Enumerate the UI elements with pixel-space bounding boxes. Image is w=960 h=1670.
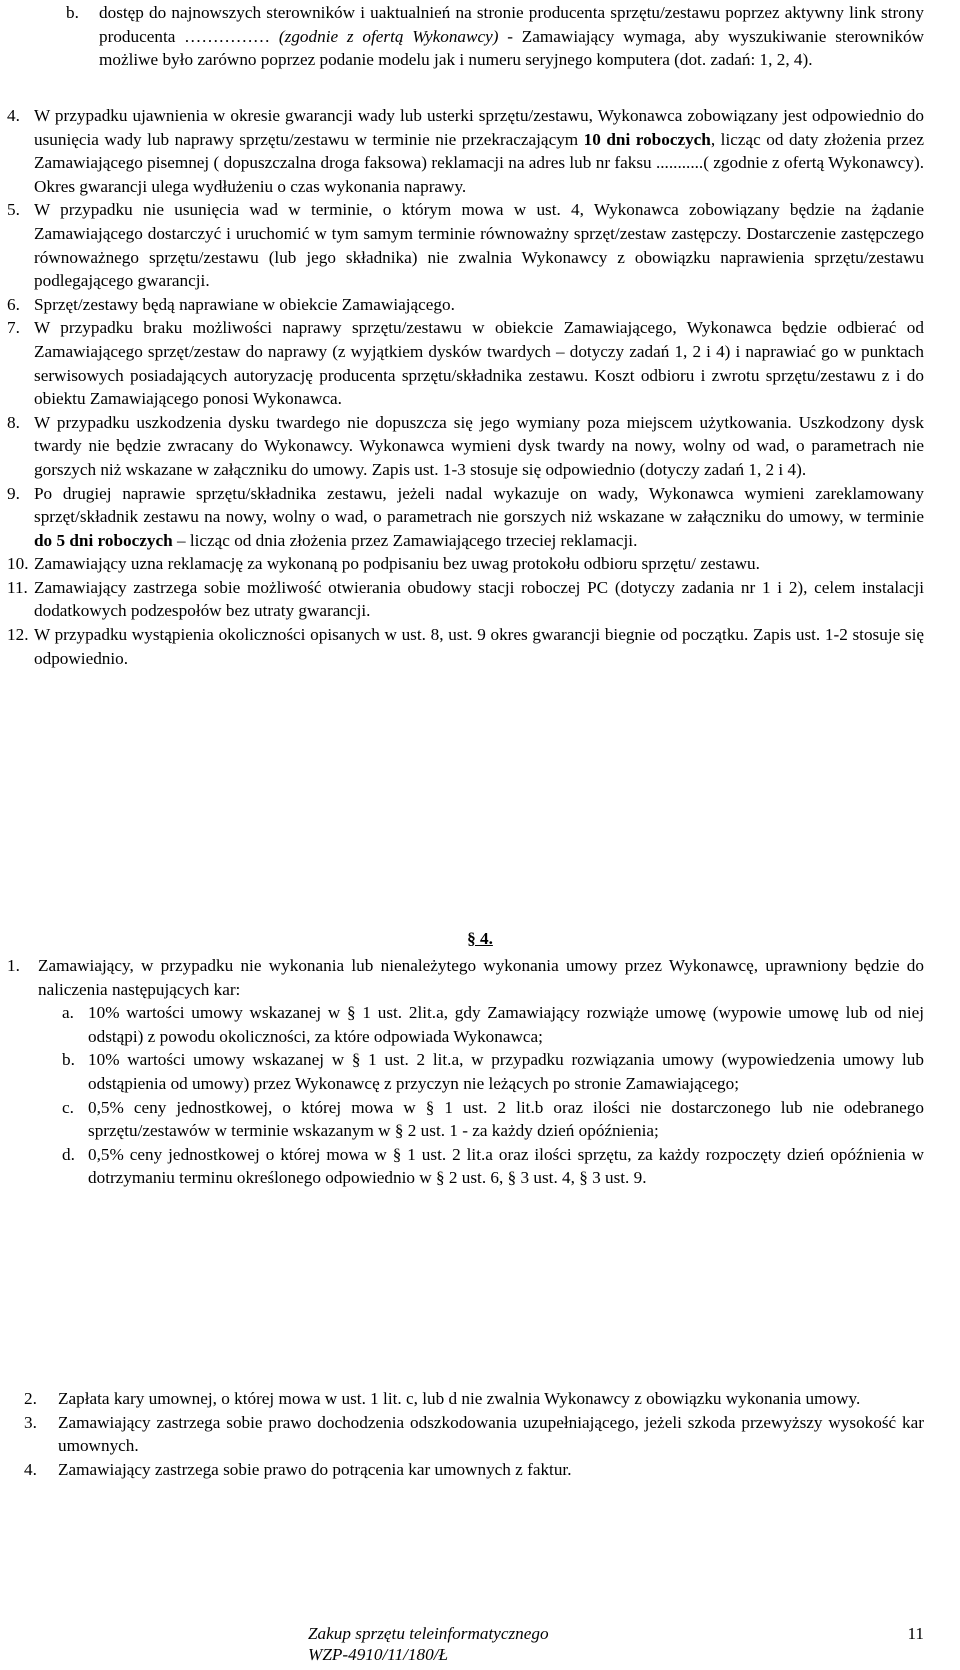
sub-list-item	[62, 1001, 924, 1048]
item-text: W przypadku uszkodzenia dysku twardego nie dopuszcza się jego wymiany poza miejscem użytkowania. Uszkodzony dysk twardy nie będzie zwracany do Wykonawcy. Wykonawca wymieni dysk twardy na nowy, wolny od wad, o parametrach nie gorszych niż wskazane w załączniku do umowy. Zapis ust. 1-3 stosuje się odpowiednio (dotyczy zadań 1, 2 i 4).	[34, 412, 924, 479]
item-number: 12.	[7, 625, 29, 645]
page-number: 11	[907, 1624, 924, 1643]
list-item	[24, 1458, 924, 1482]
item-number: 7.	[7, 318, 20, 338]
item-number: 9.	[7, 483, 20, 503]
sub-list-item	[62, 1048, 924, 1095]
item-number: a.	[62, 1003, 74, 1023]
item-text: 0,5% ceny jednostkowej, o której mowa w § 1 ust. 2 lit.b oraz ilości nie dostarczonego lub nie odebranego sprzętu/zestawów w terminie wskazanym w § 2 ust. 1 - za każdy dzień opóźnienia;	[88, 1097, 924, 1141]
item-text: 10% wartości umowy wskazanej w § 1 ust. 2 lit.a, w przypadku rozwiązania umowy (wypowiedzenia umowy lub odstąpienia od umowy) przez Wykonawcę z przyczyn nie leżących po stronie Zamawiającego;	[88, 1050, 924, 1093]
item-number: b.	[66, 3, 79, 22]
list-item-b	[66, 1, 924, 72]
item-number: 4.	[7, 106, 20, 125]
item-text: W przypadku wystąpienia okoliczności opisanych w ust. 8, ust. 9 okres gwarancji biegnie od początku. Zapis ust. 1-2 stosuje się odpowiednio.	[34, 625, 924, 668]
list-item	[24, 1387, 924, 1411]
item-number: 3.	[24, 1412, 37, 1432]
list-item	[7, 482, 924, 553]
item-text: 10% wartości umowy wskazanej w § 1 ust. 2lit.a, gdy Zamawiający rozwiąże umowę (wypowie umowę lub od niej odstąpi) z powodu okoliczności, za które odpowiada Wykonawca;	[88, 1003, 924, 1046]
item-text: W przypadku ujawnienia w okresie gwarancji wady lub usterki sprzętu/zestawu, Wykonawca zobowiązany jest odpowiednio do usunięcia wady lub naprawy sprzętu/zestawu w terminie nie przekraczającym 10 dni roboczych, licząc od daty złożenia przez Zamawiającego pisemnej ( dopuszczalna droga faksowa) reklamacji na adres lub nr faksu ...........( zgodnie z ofertą Wykonawcy). Okres gwarancji ulega wydłużeniu o czas wykonania naprawy.	[34, 106, 924, 196]
item-number: d.	[62, 1144, 75, 1164]
item-number: 10.	[7, 554, 29, 574]
footer-title: Zakup sprzętu teleinformatycznego	[308, 1624, 549, 1643]
item-number: 6.	[7, 294, 20, 314]
list-item	[7, 954, 924, 1001]
list-item	[7, 293, 924, 317]
section-heading: § 4.	[467, 929, 493, 948]
item-text: Zamawiający zastrzega sobie prawo do potrącenia kar umownych z faktur.	[58, 1459, 572, 1479]
list-item	[7, 576, 924, 623]
item-text: Zamawiający zastrzega sobie prawo dochodzenia odszkodowania uzupełniającego, jeżeli szkoda przewyższy wysokość kar umownych.	[58, 1412, 924, 1456]
list-item	[7, 104, 924, 198]
item-number: 1.	[7, 956, 20, 975]
item-text: 0,5% ceny jednostkowej o której mowa w § 1 ust. 2 lit.a oraz ilości sprzętu, za każdy rozpoczęty dzień opóźnienia w dotrzymaniu terminu określonego odpowiednio w § 2 ust. 6, § 3 ust. 4, § 3 ust. 9.	[88, 1144, 924, 1188]
item-number: 11.	[7, 577, 28, 597]
sub-list-item	[62, 1143, 924, 1190]
list-item	[7, 316, 924, 410]
item-text: Sprzęt/zestawy będą naprawiane w obiekcie Zamawiającego.	[34, 294, 455, 314]
penalty-list	[7, 954, 924, 1190]
warranty-list	[7, 104, 924, 670]
item-text: W przypadku nie usunięcia wad w terminie, o którym mowa w ust. 4, Wykonawca zobowiązany będzie na żądanie Zamawiającego dostarczyć i uruchomić w tym samym terminie równoważny sprzęt/zestaw zastępczy. Dostarczenie zastępczego równoważnego sprzętu/zestawu (lub jego składnika) nie zwalnia Wykonawcy z obowiązku naprawienia sprzętu/zestawu podlegającego gwarancji.	[34, 200, 924, 291]
list-item	[7, 623, 924, 670]
item-number: 5.	[7, 200, 20, 220]
list-item	[24, 1411, 924, 1458]
item-number: 2.	[24, 1389, 37, 1408]
list-item	[7, 411, 924, 482]
sub-list	[62, 1001, 924, 1190]
list-item	[7, 198, 924, 292]
item-number: b.	[62, 1050, 75, 1070]
item-text: W przypadku braku możliwości naprawy sprzętu/zestawu w obiekcie Zamawiającego, Wykonawca będzie odbierać od Zamawiającego sprzęt/zestaw do naprawy (z wyjątkiem dysków twardych – dotyczy zadań 1, 2 i 4) i naprawiać go w punktach serwisowych posiadających autoryzację producenta sprzętu/składnika zestawu. Koszt odbioru i zwrotu sprzętu/zestawu z i do obiektu Zamawiającego ponosi Wykonawca.	[34, 318, 924, 409]
sub-list-item	[62, 1096, 924, 1143]
item-text: Zamawiający zastrzega sobie możliwość otwierania obudowy stacji roboczej PC (dotyczy zadania nr 1 i 2), celem instalacji dodatkowych podzespołów bez utraty gwarancji.	[34, 577, 924, 621]
item-text: dostęp do najnowszych sterowników i uaktualnień na stronie producenta sprzętu/zestawu poprzez aktywny link strony producenta …………… (zgodnie z ofertą Wykonawcy) - Zamawiający wymaga, aby wyszukiwanie sterowników możliwe było zarówno poprzez podanie modelu jak i numeru seryjnego komputera (dot. zadań: 1, 2, 4).	[99, 3, 925, 70]
item-text: Zamawiający uzna reklamację za wykonaną po podpisaniu bez uwag protokołu odbioru sprzętu/ zestawu.	[34, 554, 760, 574]
item-number: 8.	[7, 412, 20, 432]
item-number: 4.	[24, 1459, 37, 1479]
item-text: Zamawiający, w przypadku nie wykonania lub nienależytego wykonania umowy przez Wykonawcę, uprawniony będzie do naliczenia następujących kar:	[38, 956, 924, 999]
footer-reference: WZP-4910/11/180/Ł	[308, 1645, 449, 1664]
item-text: Zapłata kary umownej, o której mowa w ust. 1 lit. c, lub d nie zwalnia Wykonawcy z obowiązku wykonania umowy.	[58, 1389, 861, 1408]
item-number: c.	[62, 1097, 74, 1117]
item-text: Po drugiej naprawie sprzętu/składnika zestawu, jeżeli nadal wykazuje on wady, Wykonawca wymieni zareklamowany sprzęt/składnik zestawu na nowy, wolny o wad, o parametrach nie gorszych niż wskazane w załączniku do umowy, w terminie do 5 dni roboczych – licząc od dnia złożenia przez Zamawiającego trzeciej reklamacji.	[34, 483, 924, 550]
list-item	[7, 552, 924, 576]
penalty-list-continued	[24, 1387, 924, 1481]
